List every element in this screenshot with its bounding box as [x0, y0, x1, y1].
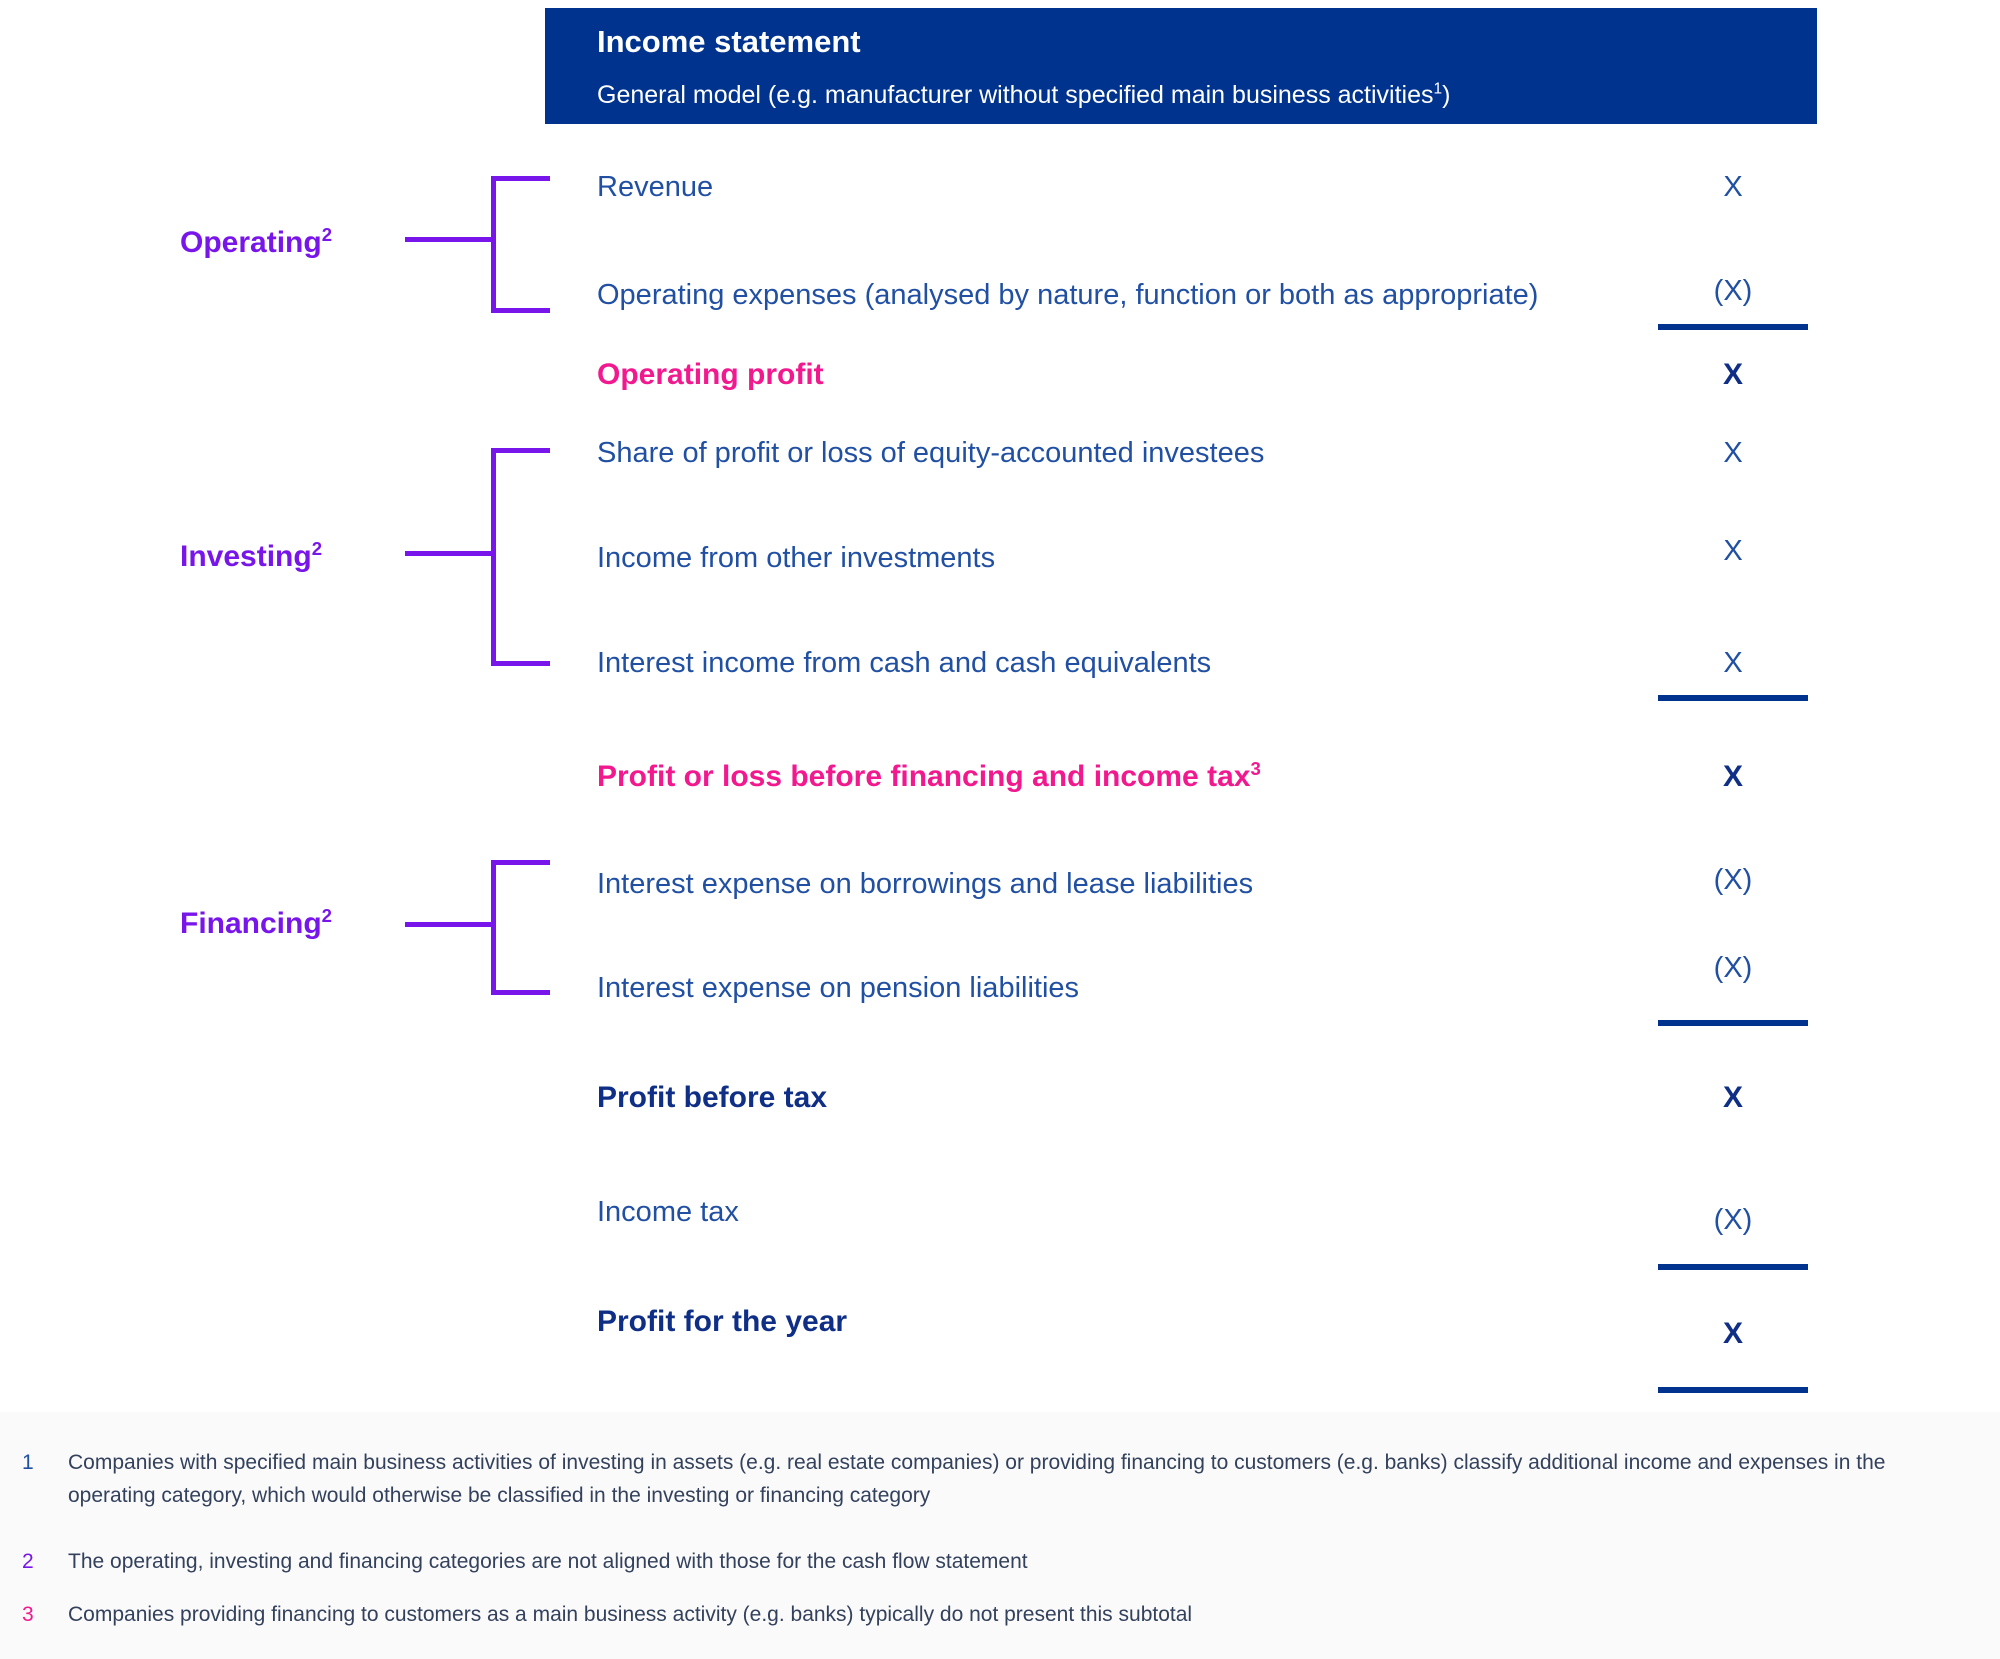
row-label: Interest income from cash and cash equivalents — [597, 647, 1212, 679]
subtotal-rule — [1658, 695, 1808, 701]
row-operating-profit — [597, 353, 1837, 397]
row-value: X — [1723, 535, 1743, 567]
row-value: X — [1723, 437, 1743, 469]
footnote-text: The operating, investing and financing categories are not aligned with those for the cash flow statement — [68, 1550, 1028, 1573]
footnote-3 — [22, 1598, 1928, 1631]
subtotal-rule — [1658, 324, 1808, 330]
row-income-from-other-investments — [597, 536, 1837, 580]
investing-bracket-bottom-prong — [491, 661, 550, 666]
footnote-number: 1 — [22, 1451, 34, 1474]
row-value: (X) — [1713, 864, 1753, 896]
footnote-2 — [22, 1545, 1928, 1578]
subtotal-rule — [1658, 1264, 1808, 1270]
row-value: (X) — [1713, 275, 1753, 307]
row-label: Profit for the year — [597, 1305, 848, 1338]
row-label: Interest expense on pension liabilities — [597, 972, 1080, 1004]
row-value: X — [1722, 760, 1743, 793]
row-label: Profit before tax — [597, 1081, 828, 1114]
row-label: Income tax — [597, 1196, 739, 1228]
row-revenue — [597, 165, 1837, 209]
financing-footnote-ref: 2 — [321, 905, 333, 926]
operating-bracket-spine — [491, 176, 496, 313]
financing-bracket-top-prong — [491, 860, 550, 865]
category-label-investing: Investing$^2$ — [180, 538, 323, 573]
row-value: (X) — [1713, 952, 1753, 984]
row-label: Profit or loss before financing and income tax$^3$ — [597, 758, 1261, 793]
footnote-text: Companies with specified main business activities of investing in assets (e.g. real estate companies) or providing financing to customers (e.g. banks) classify additional income and expenses in the operating category, which would otherwise be classified in the investing or financing category — [68, 1451, 1886, 1507]
financing-bracket-spine — [491, 860, 496, 995]
investing-bracket-top-prong — [491, 448, 550, 453]
row-profit-before-financing-and-income-tax — [597, 755, 1837, 799]
category-label-operating: Operating$^2$ — [180, 224, 333, 259]
footnote-text: Companies providing financing to customers as a main business activity (e.g. banks) typically do not present this subtotal — [68, 1603, 1193, 1626]
footnote-1 — [22, 1446, 1928, 1512]
page-subtitle: General model (e.g. manufacturer without specified main business activities$^1$) — [597, 80, 1451, 109]
header-box — [545, 8, 1817, 124]
operating-bracket-arm — [405, 237, 493, 242]
row-label: Income from other investments — [597, 542, 996, 574]
financing-bracket-arm — [405, 922, 493, 927]
operating-bracket-top-prong — [491, 176, 550, 181]
row-label: Operating expenses (analysed by nature, function or both as appropriate) — [597, 279, 1539, 311]
row-interest-expense-pension — [597, 952, 1837, 1010]
row-value: X — [1722, 1317, 1743, 1350]
footnote-number: 2 — [22, 1550, 34, 1573]
total-rule — [1658, 1387, 1808, 1393]
row-value: X — [1723, 171, 1743, 203]
investing-bracket-arm — [405, 551, 493, 556]
row-profit-for-the-year — [597, 1300, 1837, 1350]
row-interest-income-cash — [597, 641, 1837, 685]
row-value: (X) — [1713, 1204, 1753, 1236]
row-label: Revenue — [597, 171, 714, 203]
row-value: X — [1723, 647, 1743, 679]
subtotal-rule — [1658, 1020, 1808, 1026]
operating-footnote-ref: 2 — [321, 224, 333, 245]
operating-bracket-bottom-prong — [491, 308, 550, 313]
investing-footnote-ref: 2 — [311, 538, 323, 559]
financing-bracket-bottom-prong — [491, 990, 550, 995]
category-label-financing: Financing$^2$ — [180, 905, 333, 940]
investing-bracket-spine — [491, 448, 496, 666]
row-value: X — [1722, 1081, 1743, 1114]
row-operating-expenses — [597, 273, 1837, 317]
row-profit-before-tax — [597, 1076, 1837, 1120]
page-title: Income statement — [597, 24, 861, 59]
footnote-number: 3 — [22, 1603, 34, 1626]
row-label: Interest expense on borrowings and lease liabilities — [597, 868, 1254, 900]
subtitle-footnote-ref: 1 — [1433, 80, 1443, 98]
row-income-tax — [597, 1190, 1837, 1234]
row-value: X — [1722, 358, 1743, 391]
row-label: Operating profit — [597, 358, 824, 391]
subtotal-footnote-ref: 3 — [1250, 758, 1261, 779]
row-interest-expense-borrowings — [597, 862, 1837, 906]
row-label: Share of profit or loss of equity-accounted investees — [597, 437, 1265, 469]
row-share-of-profit-equity-investees — [597, 431, 1837, 475]
